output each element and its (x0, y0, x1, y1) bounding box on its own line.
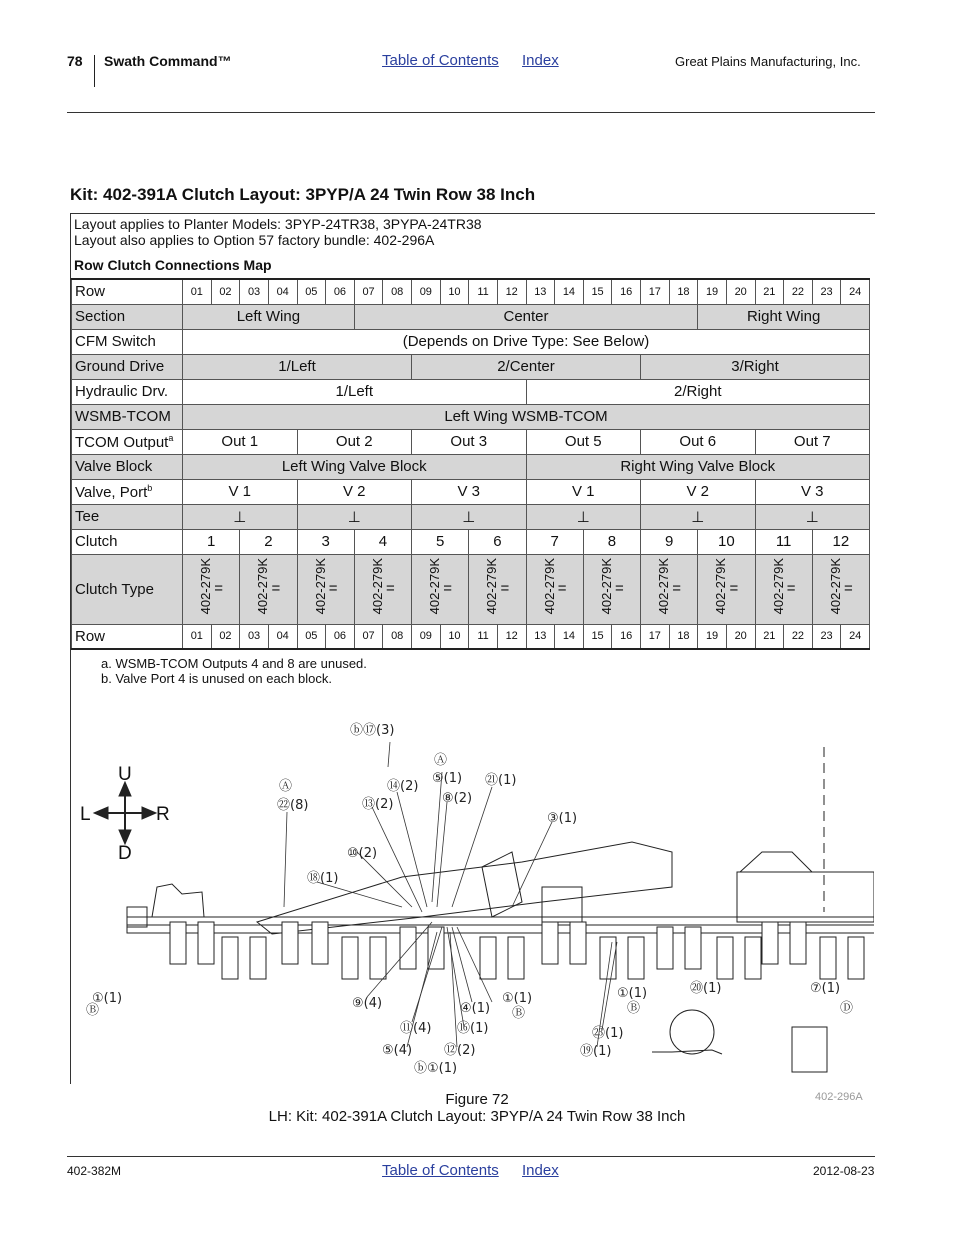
row-cell: 23 (812, 624, 841, 649)
clutch-cell: 7 (526, 529, 583, 554)
row-cell: 10 (440, 279, 469, 304)
callout-a: Ⓐ (434, 753, 448, 768)
clutch-type-cell: 402-279K = (755, 554, 812, 624)
callout-b-1: ⓑ①(1) (414, 1061, 458, 1076)
doc-number: 402-382M (67, 1164, 122, 1178)
section-cell: Right Wing (698, 304, 870, 329)
clutch-type-cell: 402-279K = (354, 554, 411, 624)
callout-20-1: ⑳(1) (690, 981, 722, 996)
header-divider (94, 55, 95, 87)
tcom-cell: Out 3 (412, 429, 527, 454)
row-cell: 20 (726, 279, 755, 304)
valve-port-cell: V 1 (526, 479, 641, 504)
ground-cell: 2/Center (412, 354, 641, 379)
row-cell: 18 (669, 624, 698, 649)
row-cell: 16 (612, 624, 641, 649)
hydraulic-cell: 2/Right (526, 379, 870, 404)
compass-right: R (156, 804, 170, 825)
clutch-type-cell: 402-279K = (297, 554, 354, 624)
product-name: Swath Command™ (104, 53, 232, 69)
callout-b17-3: ⓑ⑰(3) (350, 723, 395, 738)
callout-19-1: ⑲(1) (580, 1044, 612, 1059)
clutch-cell: 11 (755, 529, 812, 554)
figure-number: Figure 72 (445, 1091, 509, 1108)
ground-cell: 1/Left (183, 354, 412, 379)
row-cell: 22 (784, 279, 813, 304)
callout-23-1: ㉓(1) (592, 1026, 624, 1041)
row-cell: 01 (183, 279, 212, 304)
clutch-type-cell: 402-279K = (240, 554, 297, 624)
clutch-cell: 2 (240, 529, 297, 554)
compass-left: L (80, 804, 91, 825)
compass-up: U (118, 764, 132, 785)
header-index-link[interactable]: Index (522, 52, 559, 69)
callout-4-1: ④(1) (460, 1001, 491, 1016)
callout-5-1: ⑤(1) (432, 771, 463, 786)
clutch-cell: 12 (812, 529, 869, 554)
clutch-type-cell: 402-279K = (469, 554, 526, 624)
ground-label: Ground Drive (72, 354, 183, 379)
row-cell: 07 (354, 279, 383, 304)
valve-block-cell: Left Wing Valve Block (183, 454, 527, 479)
row-cell: 02 (211, 279, 240, 304)
row-cell: 19 (698, 624, 727, 649)
valve-port-row (72, 479, 870, 504)
header-toc-link[interactable]: Table of Contents (382, 52, 499, 69)
wsmb-row (72, 404, 870, 429)
clutch-cell: 5 (412, 529, 469, 554)
footer-rule (67, 1156, 875, 1157)
valve-port-cell: V 2 (297, 479, 412, 504)
row-cell: 14 (555, 624, 584, 649)
clutch-cell: 8 (583, 529, 640, 554)
cfm-cell: (Depends on Drive Type: See Below) (183, 329, 870, 354)
cfm-row (72, 329, 870, 354)
valve-block-row (72, 454, 870, 479)
company-name: Great Plains Manufacturing, Inc. (675, 54, 861, 69)
callout-1-1-left: ①(1) (92, 991, 123, 1006)
map-title: Row Clutch Connections Map (74, 257, 272, 273)
row-cell: 11 (469, 279, 498, 304)
row-label: Row (72, 279, 183, 304)
row-cell: 12 (497, 624, 526, 649)
row-cell: 24 (841, 279, 870, 304)
wsmb-label: WSMB-TCOM (72, 404, 183, 429)
callout-d: Ⓓ (840, 1001, 854, 1016)
clutch-cell: 10 (698, 529, 755, 554)
clutch-cell: 4 (354, 529, 411, 554)
clutch-cell: 6 (469, 529, 526, 554)
callout-9-4: ⑨(4) (352, 996, 383, 1011)
row-cell: 21 (755, 624, 784, 649)
callout-13-2: ⑬(2) (362, 797, 394, 812)
row-clutch-map (71, 278, 870, 650)
tee-label: Tee (72, 504, 183, 529)
clutch-cell: 1 (183, 529, 240, 554)
callout-a-left: Ⓐ (279, 779, 293, 794)
row-cell: 02 (211, 624, 240, 649)
footer-toc-link[interactable]: Table of Contents (382, 1162, 499, 1179)
callout-21-1: ㉑(1) (485, 773, 517, 788)
tcom-label: TCOM Output$^a$ (72, 429, 183, 454)
callout-1-1-b2: ①(1) (617, 986, 648, 1001)
row-cell: 15 (583, 279, 612, 304)
clutch-type-label: Clutch Type (72, 554, 183, 624)
callout-18-1: ⑱(1) (307, 871, 339, 886)
wsmb-cell: Left Wing WSMB-TCOM (183, 404, 870, 429)
valve-port-cell: V 3 (755, 479, 870, 504)
page-number: 78 (67, 53, 83, 69)
row-cell: 05 (297, 624, 326, 649)
row-cell: 19 (698, 279, 727, 304)
callout-5-4: ⑤(4) (382, 1043, 413, 1058)
applies-line-2: Layout also applies to Option 57 factory bundle: 402-296A (74, 232, 435, 248)
tcom-cell: Out 7 (755, 429, 870, 454)
callout-8-2: ⑧(2) (442, 791, 473, 806)
planter-diagram (72, 712, 874, 1082)
clutch-cell: 9 (641, 529, 698, 554)
footer-index-link[interactable]: Index (522, 1162, 559, 1179)
section-cell: Left Wing (183, 304, 355, 329)
row-cell: 14 (555, 279, 584, 304)
row-cell: 05 (297, 279, 326, 304)
clutch-type-cell: 402-279K = (641, 554, 698, 624)
row-cell: 22 (784, 624, 813, 649)
section-row (72, 304, 870, 329)
callout-7-1: ⑦(1) (810, 981, 841, 996)
tcom-cell: Out 6 (641, 429, 756, 454)
hydraulic-label: Hydraulic Drv. (72, 379, 183, 404)
row-cell: 17 (641, 279, 670, 304)
row-cell: 08 (383, 624, 412, 649)
clutch-type-cell: 402-279K = (583, 554, 640, 624)
tee-icon: ⊥ (755, 504, 870, 529)
footnote-mark-b: b (147, 482, 153, 493)
clutch-row (72, 529, 870, 554)
applies-line-1: Layout applies to Planter Models: 3PYP-24TR38, 3PYPA-24TR38 (74, 216, 482, 232)
valve-port-cell: V 1 (183, 479, 298, 504)
row-cell: 18 (669, 279, 698, 304)
ground-drive-row (72, 354, 870, 379)
row-cell: 13 (526, 279, 555, 304)
row-cell: 04 (268, 624, 297, 649)
clutch-type-cell: 402-279K = (412, 554, 469, 624)
header-rule (67, 112, 875, 113)
tee-icon: ⊥ (526, 504, 641, 529)
row-cell: 04 (268, 279, 297, 304)
footnote-mark-a: a (168, 432, 174, 443)
row-cell: 13 (526, 624, 555, 649)
tee-icon: ⊥ (297, 504, 412, 529)
clutch-type-row (72, 554, 870, 624)
compass-down: D (118, 843, 132, 864)
row-cell: 01 (183, 624, 212, 649)
row-cell: 03 (240, 279, 269, 304)
tee-icon: ⊥ (183, 504, 298, 529)
tcom-cell: Out 1 (183, 429, 298, 454)
row-cell: 20 (726, 624, 755, 649)
clutch-type-cell: 402-279K = (526, 554, 583, 624)
doc-date: 2012-08-23 (813, 1164, 875, 1178)
row-number-row-bottom (72, 624, 870, 649)
callout-16-1: ⑯(1) (457, 1021, 489, 1036)
row-cell: 09 (412, 624, 441, 649)
row-cell: 06 (326, 624, 355, 649)
row-cell: 21 (755, 279, 784, 304)
row-cell: 08 (383, 279, 412, 304)
clutch-label: Clutch (72, 529, 183, 554)
valve-block-label: Valve Block (72, 454, 183, 479)
clutch-type-cell: 402-279K = (183, 554, 240, 624)
row-cell: 24 (841, 624, 870, 649)
row-number-row (72, 279, 870, 304)
callout-1-1-b: ①(1) (502, 991, 533, 1006)
ground-cell: 3/Right (641, 354, 870, 379)
row-cell: 06 (326, 279, 355, 304)
tcom-row (72, 429, 870, 454)
tcom-cell: Out 2 (297, 429, 412, 454)
tee-icon: ⊥ (641, 504, 756, 529)
callout-10-2: ⑩(2) (347, 846, 378, 861)
section-cell: Center (354, 304, 698, 329)
section-title: Kit: 402-391A Clutch Layout: 3PYP/A 24 Twin Row 38 Inch (70, 185, 536, 204)
row-cell: 03 (240, 624, 269, 649)
figure-caption: LH: Kit: 402-391A Clutch Layout: 3PYP/A 24 Twin Row 38 Inch (268, 1108, 686, 1125)
valve-block-cell: Right Wing Valve Block (526, 454, 870, 479)
clutch-type-cell: 402-279K = (698, 554, 755, 624)
row-cell: 11 (469, 624, 498, 649)
row-cell: 09 (412, 279, 441, 304)
callout-b-center: Ⓑ (512, 1006, 526, 1021)
row-cell: 23 (812, 279, 841, 304)
callout-14-2: ⑭(2) (387, 779, 419, 794)
row-label: Row (72, 624, 183, 649)
clutch-cell: 3 (297, 529, 354, 554)
tcom-cell: Out 5 (526, 429, 641, 454)
row-cell: 16 (612, 279, 641, 304)
valve-port-label: Valve, Port$^b$ (72, 479, 183, 504)
row-cell: 07 (354, 624, 383, 649)
clutch-type-cell: 402-279K = (812, 554, 869, 624)
callout-b-right: Ⓑ (627, 1001, 641, 1016)
tee-icon: ⊥ (412, 504, 527, 529)
callout-11-4: ⑪(4) (400, 1021, 432, 1036)
figure-code: 402-296A (815, 1091, 863, 1103)
row-cell: 15 (583, 624, 612, 649)
section-label: Section (72, 304, 183, 329)
callout-22-8: ㉒(8) (277, 798, 309, 813)
callout-3-1: ③(1) (547, 811, 578, 826)
footnote-b: b. Valve Port 4 is unused on each block. (101, 671, 333, 686)
valve-port-cell: V 2 (641, 479, 756, 504)
row-cell: 17 (641, 624, 670, 649)
callout-b-left: Ⓑ (86, 1003, 100, 1018)
valve-port-cell: V 3 (412, 479, 527, 504)
hydraulic-row (72, 379, 870, 404)
callout-12-2: ⑫(2) (444, 1043, 476, 1058)
tee-row (72, 504, 870, 529)
row-cell: 12 (497, 279, 526, 304)
cfm-label: CFM Switch (72, 329, 183, 354)
applies-text (74, 216, 482, 248)
hydraulic-cell: 1/Left (183, 379, 527, 404)
footnote-a: a. WSMB-TCOM Outputs 4 and 8 are unused. (101, 656, 367, 671)
row-cell: 10 (440, 624, 469, 649)
